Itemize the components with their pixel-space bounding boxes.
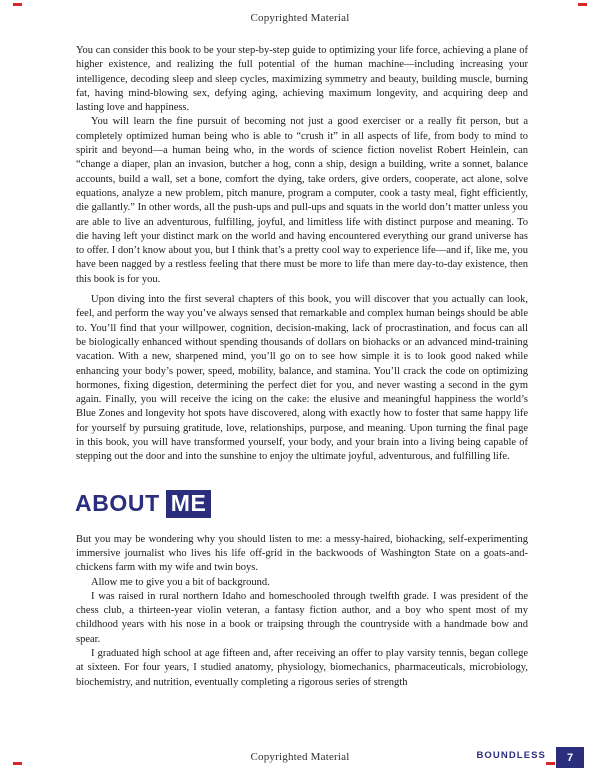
paragraph-3: Upon diving into the first several chapters of this book, you will discover that you actually can look, feel, and perform the way you’ve always sensed that remarkable and complex human beings should be able to. You’ll find that your willpower, cognition, decision-making, lack of procrastination, and focus can all be biologically enhanced without spending thousands of dollars on biohacks or an advanced mind-training vacation. With a new, sharpened mind, you’ll go on to see how simple it is to look good naked while enhancing your body’s power, speed, mobility, balance, and stamina. You’ll crack the code on optimizing hormones, fixing digestion, determining the perfect diet for you, and never wasting a second in the gym again. Finally, you will receive the icing on the cake: the elusive and meaningful happiness the world’s Blue Zones and longevity hot spots have discovered, along with exactly how to foster that same happy life for yourself by pursuing gratitude, love, relationships, purpose, and meaning. Upon turning the final page in this book, you will have transformed yourself, your body, and your brain into a living being capable of stepping out the door and into the sunshine to enjoy the ultimate joyful, adventurous, and fulfilling life.	[76, 294, 528, 463]
book-title-footer: BOUNDLESS	[476, 750, 546, 761]
crop-mark-top-left	[13, 3, 22, 6]
copyright-notice-bottom: Copyrighted Material	[250, 751, 350, 763]
section-heading-about-me	[75, 490, 528, 518]
page-body	[76, 44, 528, 690]
paragraph-2: You will learn the fine pursuit of becoming not just a good exerciser or a really fit person, but a completely optimized human being who is able to “crush it” in all aspects of life, from body to mind to spirit and beyond—a human being who, in the words of science fiction novelist Robert Heinlein, can “change a diaper, plan an invasion, butcher a hog, conn a ship, design a building, write a sonnet, balance accounts, build a wall, set a bone, comfort the dying, take orders, give orders, cooperate, act alone, solve equations, analyze a new problem, pitch manure, program a computer, cook a tasty meal, fight efficiently, die gallantly.” In other words, all the push-ups and pull-ups and squats in the world don’t matter unless you are able to live an adventurous, fulfilling, joyful, and limitless life with distinct purpose and meaning. To die having left your distinct mark on the world and having encountered everything our grand universe has to offer. I don’t know about you, but I think that’s a pretty cool way to experience life—and if, like me, you have been nagged by a restless feeling that there must be more to life than mere day-to-day existence, then this book is for you.	[76, 116, 528, 285]
crop-mark-top-right	[578, 3, 587, 6]
paragraph-6: I was raised in rural northern Idaho and homeschooled through twelfth grade. I was president of the chess club, a thirteen-year violin veteran, a fantasy fiction author, and a boy who spent most of my childhood years with his nose in a book or traipsing through the countryside with a handmade bow and spear.	[76, 590, 528, 645]
heading-highlight: ME	[166, 490, 212, 518]
page-number: 7	[566, 751, 574, 764]
paragraph-5: Allow me to give you a bit of background.	[91, 576, 270, 588]
page-number-badge	[556, 747, 584, 768]
heading-text: ABOUT	[75, 489, 160, 516]
paragraph-1: You can consider this book to be your step-by-step guide to optimizing your life force, achieving a plane of higher existence, and realizing the full potential of the human machine—including increasing your intelligence, decoding sleep and sleep cycles, maximizing symmetry and beauty, building muscle, burning fat, having mind-blowing sex, defying aging, achieving maximum longevity, and acquiring deep and lasting love and happiness.	[76, 45, 528, 114]
copyright-notice-top: Copyrighted Material	[250, 12, 350, 24]
paragraph-7: I graduated high school at age fifteen and, after receiving an offer to play varsity tennis, began college at sixteen. For four years, I studied anatomy, physiology, biomechanics, pharmaceuticals, microbiology, biochemistry, and nutrition, eventually completing a rigorous series of strength	[76, 647, 528, 688]
paragraph-4: But you may be wondering why you should listen to me: a messy-haired, biohacking, self-experimenting immersive journalist who lives his life off-grid in the backwoods of Washington State on a goats-and-chickens farm with my wife and twin boys.	[76, 533, 528, 574]
